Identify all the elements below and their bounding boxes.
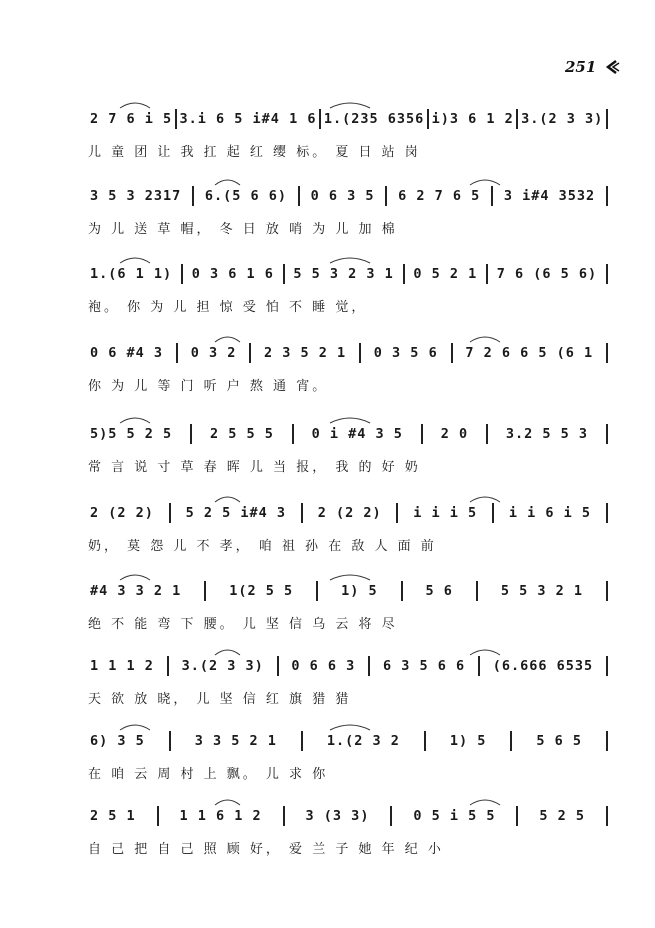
measure: 5 2 5 <box>539 808 585 824</box>
bar-line <box>606 343 608 363</box>
page-number: 251 <box>565 58 597 76</box>
page-marker-icon <box>604 60 620 74</box>
bar-line <box>606 503 608 523</box>
bar-line <box>396 503 398 523</box>
bar-line <box>510 731 512 751</box>
lyrics-row: 为 儿 送 草 帽， 冬 日 放 哨 为 儿 加 棉 <box>88 222 398 237</box>
measure: 1) 5 <box>341 583 378 599</box>
measure: 6.(5 6 6) <box>204 188 288 204</box>
measure: 6 3 5 6 6 <box>382 658 466 674</box>
notation-row <box>88 730 608 752</box>
measure: 3.(2 3 3) <box>521 111 604 127</box>
measure: 5)5 5 2 5 <box>90 426 173 442</box>
lyrics-row: 奶， 莫 怨 儿 不 孝， 咱 祖 孙 在 敌 人 面 前 <box>88 539 437 554</box>
bar-line <box>606 656 608 676</box>
measure: 0 3 5 6 <box>373 345 438 361</box>
measure: (6.666 6535 <box>492 658 594 674</box>
lyrics-row: 绝 不 能 弯 下 腰。 儿 坚 信 乌 云 将 尽 <box>88 617 398 632</box>
bar-line <box>301 731 303 751</box>
measure: 2 (2 2) <box>317 505 382 521</box>
measure: 3.2 5 5 3 <box>505 426 589 442</box>
bar-line <box>181 264 183 284</box>
bar-line <box>424 731 426 751</box>
bar-line <box>606 186 608 206</box>
measure: 7 2 6 6 5 (6 1 <box>465 345 594 361</box>
lyrics-row: 在 咱 云 周 村 上 飘。 儿 求 你 <box>88 767 329 782</box>
bar-line <box>606 264 608 284</box>
bar-line <box>401 581 403 601</box>
bar-line <box>606 581 608 601</box>
measure: i)3 6 1 2 <box>431 111 514 127</box>
lyrics-row: 儿 童 团 让 我 扛 起 红 缨 标。 夏 日 站 岗 <box>88 145 421 160</box>
notation-row <box>88 580 608 602</box>
bar-line <box>516 806 518 826</box>
measure: i i i 5 <box>413 505 478 521</box>
bar-line <box>486 424 488 444</box>
bar-line <box>298 186 300 206</box>
measure: 5 5 3 2 1 <box>500 583 583 599</box>
bar-line <box>421 424 423 444</box>
measure: 3.(2 3 3) <box>181 658 264 674</box>
measure: 1) 5 <box>449 733 487 749</box>
bar-line <box>277 656 279 676</box>
bar-line <box>486 264 488 284</box>
notation-row <box>88 655 608 677</box>
bar-line <box>157 806 159 826</box>
notation-row <box>88 805 608 827</box>
measure: 3 3 5 2 1 <box>194 733 277 749</box>
bar-line <box>606 424 608 444</box>
bar-line <box>192 186 194 206</box>
bar-line <box>204 581 206 601</box>
bar-line <box>491 186 493 206</box>
measure: #4 3 3 2 1 <box>90 583 182 599</box>
bar-line <box>175 109 177 129</box>
measure: 3 i#4 3532 <box>503 188 596 204</box>
bar-line <box>451 343 453 363</box>
measure: 0 3 2 <box>190 345 237 361</box>
measure: 1.(6 1 1) <box>90 266 173 282</box>
bar-line <box>169 503 171 523</box>
bar-line <box>316 581 318 601</box>
lyrics-row: 自 己 把 自 己 照 顾 好， 爱 兰 子 她 年 纪 小 <box>88 842 444 857</box>
notation-row <box>88 108 608 130</box>
bar-line <box>190 424 192 444</box>
measure: 0 3 6 1 6 <box>191 266 274 282</box>
bar-line <box>476 581 478 601</box>
bar-line <box>390 806 392 826</box>
measure: 2 3 5 2 1 <box>263 345 347 361</box>
bar-line <box>385 186 387 206</box>
measure: 5 2 5 i#4 3 <box>185 505 286 521</box>
measure: 1 1 1 2 <box>90 658 154 674</box>
measure: 0 i #4 3 5 <box>311 426 403 442</box>
measure: 2 0 <box>440 426 469 442</box>
measure: 6 2 7 6 5 <box>398 188 481 204</box>
bar-line <box>492 503 494 523</box>
notation-row <box>88 342 608 364</box>
measure: 3 5 3 2317 <box>90 188 182 204</box>
bar-line <box>176 343 178 363</box>
measure: 5 5 3 2 3 1 <box>293 266 394 282</box>
notation-row <box>88 185 608 207</box>
notation-row <box>88 423 608 445</box>
measure: 7 6 (6 5 6) <box>496 266 598 282</box>
measure: 0 6 3 5 <box>310 188 375 204</box>
measure: 6) 3 5 <box>90 733 145 749</box>
lyrics-row: 你 为 儿 等 门 听 户 熬 通 宵。 <box>88 379 329 394</box>
bar-line <box>169 731 171 751</box>
measure: 0 5 i 5 5 <box>413 808 496 824</box>
measure: i i 6 i 5 <box>508 505 592 521</box>
bar-line <box>368 656 370 676</box>
bar-line <box>283 264 285 284</box>
measure: 1.(2 3 2 <box>326 733 400 749</box>
measure: 3.i 6 5 i#4 1 6 <box>179 111 317 127</box>
bar-line <box>403 264 405 284</box>
measure: 2 7 6 i 5 <box>90 111 173 127</box>
bar-line <box>301 503 303 523</box>
bar-line <box>319 109 321 129</box>
measure: 2 5 5 5 <box>209 426 274 442</box>
bar-line <box>249 343 251 363</box>
measure: 1.(235 6356 <box>323 111 425 127</box>
measure: 0 5 2 1 <box>413 266 478 282</box>
bar-line <box>292 424 294 444</box>
bar-line <box>606 109 608 129</box>
measure: 1 1 6 1 2 <box>179 808 262 824</box>
bar-line <box>283 806 285 826</box>
lyrics-row: 常 言 说 寸 草 春 晖 儿 当 报， 我 的 好 奶 <box>88 460 421 475</box>
bar-line <box>427 109 429 129</box>
bar-line <box>516 109 518 129</box>
measure: 0 6 6 3 <box>291 658 356 674</box>
lyrics-row: 天 欲 放 晓， 儿 坚 信 红 旗 猎 猎 <box>88 692 352 707</box>
bar-line <box>359 343 361 363</box>
lyrics-row: 袍。 你 为 儿 担 惊 受 怕 不 睡 觉， <box>88 300 368 315</box>
measure: 0 6 #4 3 <box>90 345 164 361</box>
notation-row <box>88 502 608 524</box>
notation-row <box>88 263 608 285</box>
measure: 5 6 <box>425 583 453 599</box>
measure: 2 (2 2) <box>90 505 154 521</box>
measure: 2 5 1 <box>90 808 136 824</box>
measure: 1(2 5 5 <box>229 583 294 599</box>
bar-line <box>606 806 608 826</box>
bar-line <box>167 656 169 676</box>
bar-line <box>606 731 608 751</box>
bar-line <box>478 656 480 676</box>
measure: 3 (3 3) <box>305 808 370 824</box>
measure: 5 6 5 <box>536 733 582 749</box>
